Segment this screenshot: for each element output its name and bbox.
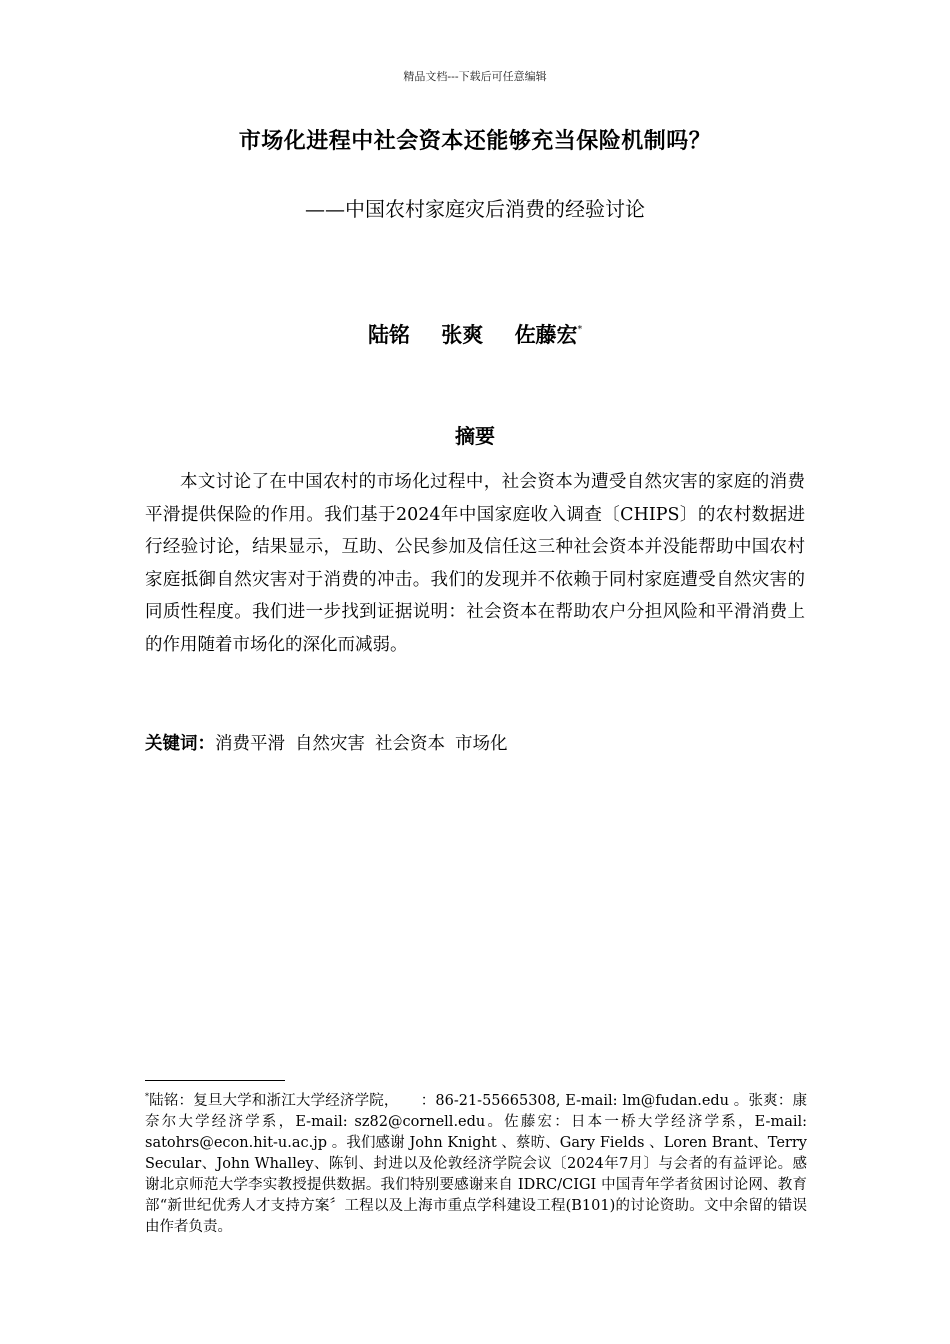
- keyword-item: 自然灾害: [295, 734, 365, 754]
- keyword-item: 社会资本: [375, 734, 445, 754]
- page-subtitle: ——中国农村家庭灾后消费的经验讨论: [305, 197, 645, 221]
- abstract-body: 本文讨论了在中国农村的市场化过程中，社会资本为遭受自然灾害的家庭的消费平滑提供保险的作用。我们基于2024年中国家庭收入调查〔CHIPS〕的农村数据进行经验讨论，结果显示，互助、公民参加及信任这三种社会资本并没能帮助中国农村家庭抵御自然灾害对于消费的冲击。我们的发现并不依赖于同村家庭遭受自然灾害的同质性程度。我们进一步找到证据说明：社会资本在帮助农户分担风险和平滑消费上的作用随着市场化的深化而减弱。: [145, 472, 805, 655]
- footnote: [145, 1086, 807, 1238]
- footnote-marker: *: [577, 325, 583, 335]
- author-list: [0, 319, 950, 349]
- footnote-marker: *: [145, 1092, 149, 1101]
- abstract-heading: 摘要: [455, 424, 495, 448]
- author-name-text: 佐藤宏: [514, 322, 578, 347]
- header-note: 精品文档---下载后可任意编辑: [403, 70, 547, 83]
- page-title: 市场化进程中社会资本还能够充当保险机制吗？: [238, 128, 712, 154]
- footnote-text: 陆铭：复旦大学和浙江大学经济学院， ：86-21-55665308, E-mail: lm@fudan.edu 。张爽：康奈尔大学经济学系，E-mail: sz82@cornell.edu。佐藤宏：日本一桥大学经济学系，E-mail: satohrs@econ.hit-u.ac.jp 。我们感谢 John Knight 、蔡昉、Gary Fields 、Loren Brant、Terry Secular、John Whalley、陈钊、封进以及伦敦经济学院会议〔2024年7月〕与会者的有益评论。感谢北京师范大学李实教授提供数据。我们特别要感谢来自 IDRC/CIGI 中国青年学者贫困讨论网、教育部“新世纪优秀人才支持方案〞工程以及上海市重点学科建设工程(B101)的讨论资助。文中余留的错误由作者负责。: [145, 1093, 807, 1235]
- keywords-label: 关键词：: [145, 734, 215, 754]
- author-name: 张爽: [441, 322, 484, 347]
- keyword-item: 消费平滑: [215, 734, 285, 754]
- keywords: [145, 730, 805, 755]
- author-name: 陆铭: [367, 322, 410, 347]
- author-name: [515, 322, 583, 347]
- keyword-item: 市场化: [455, 734, 508, 754]
- footnote-divider: [145, 1080, 285, 1081]
